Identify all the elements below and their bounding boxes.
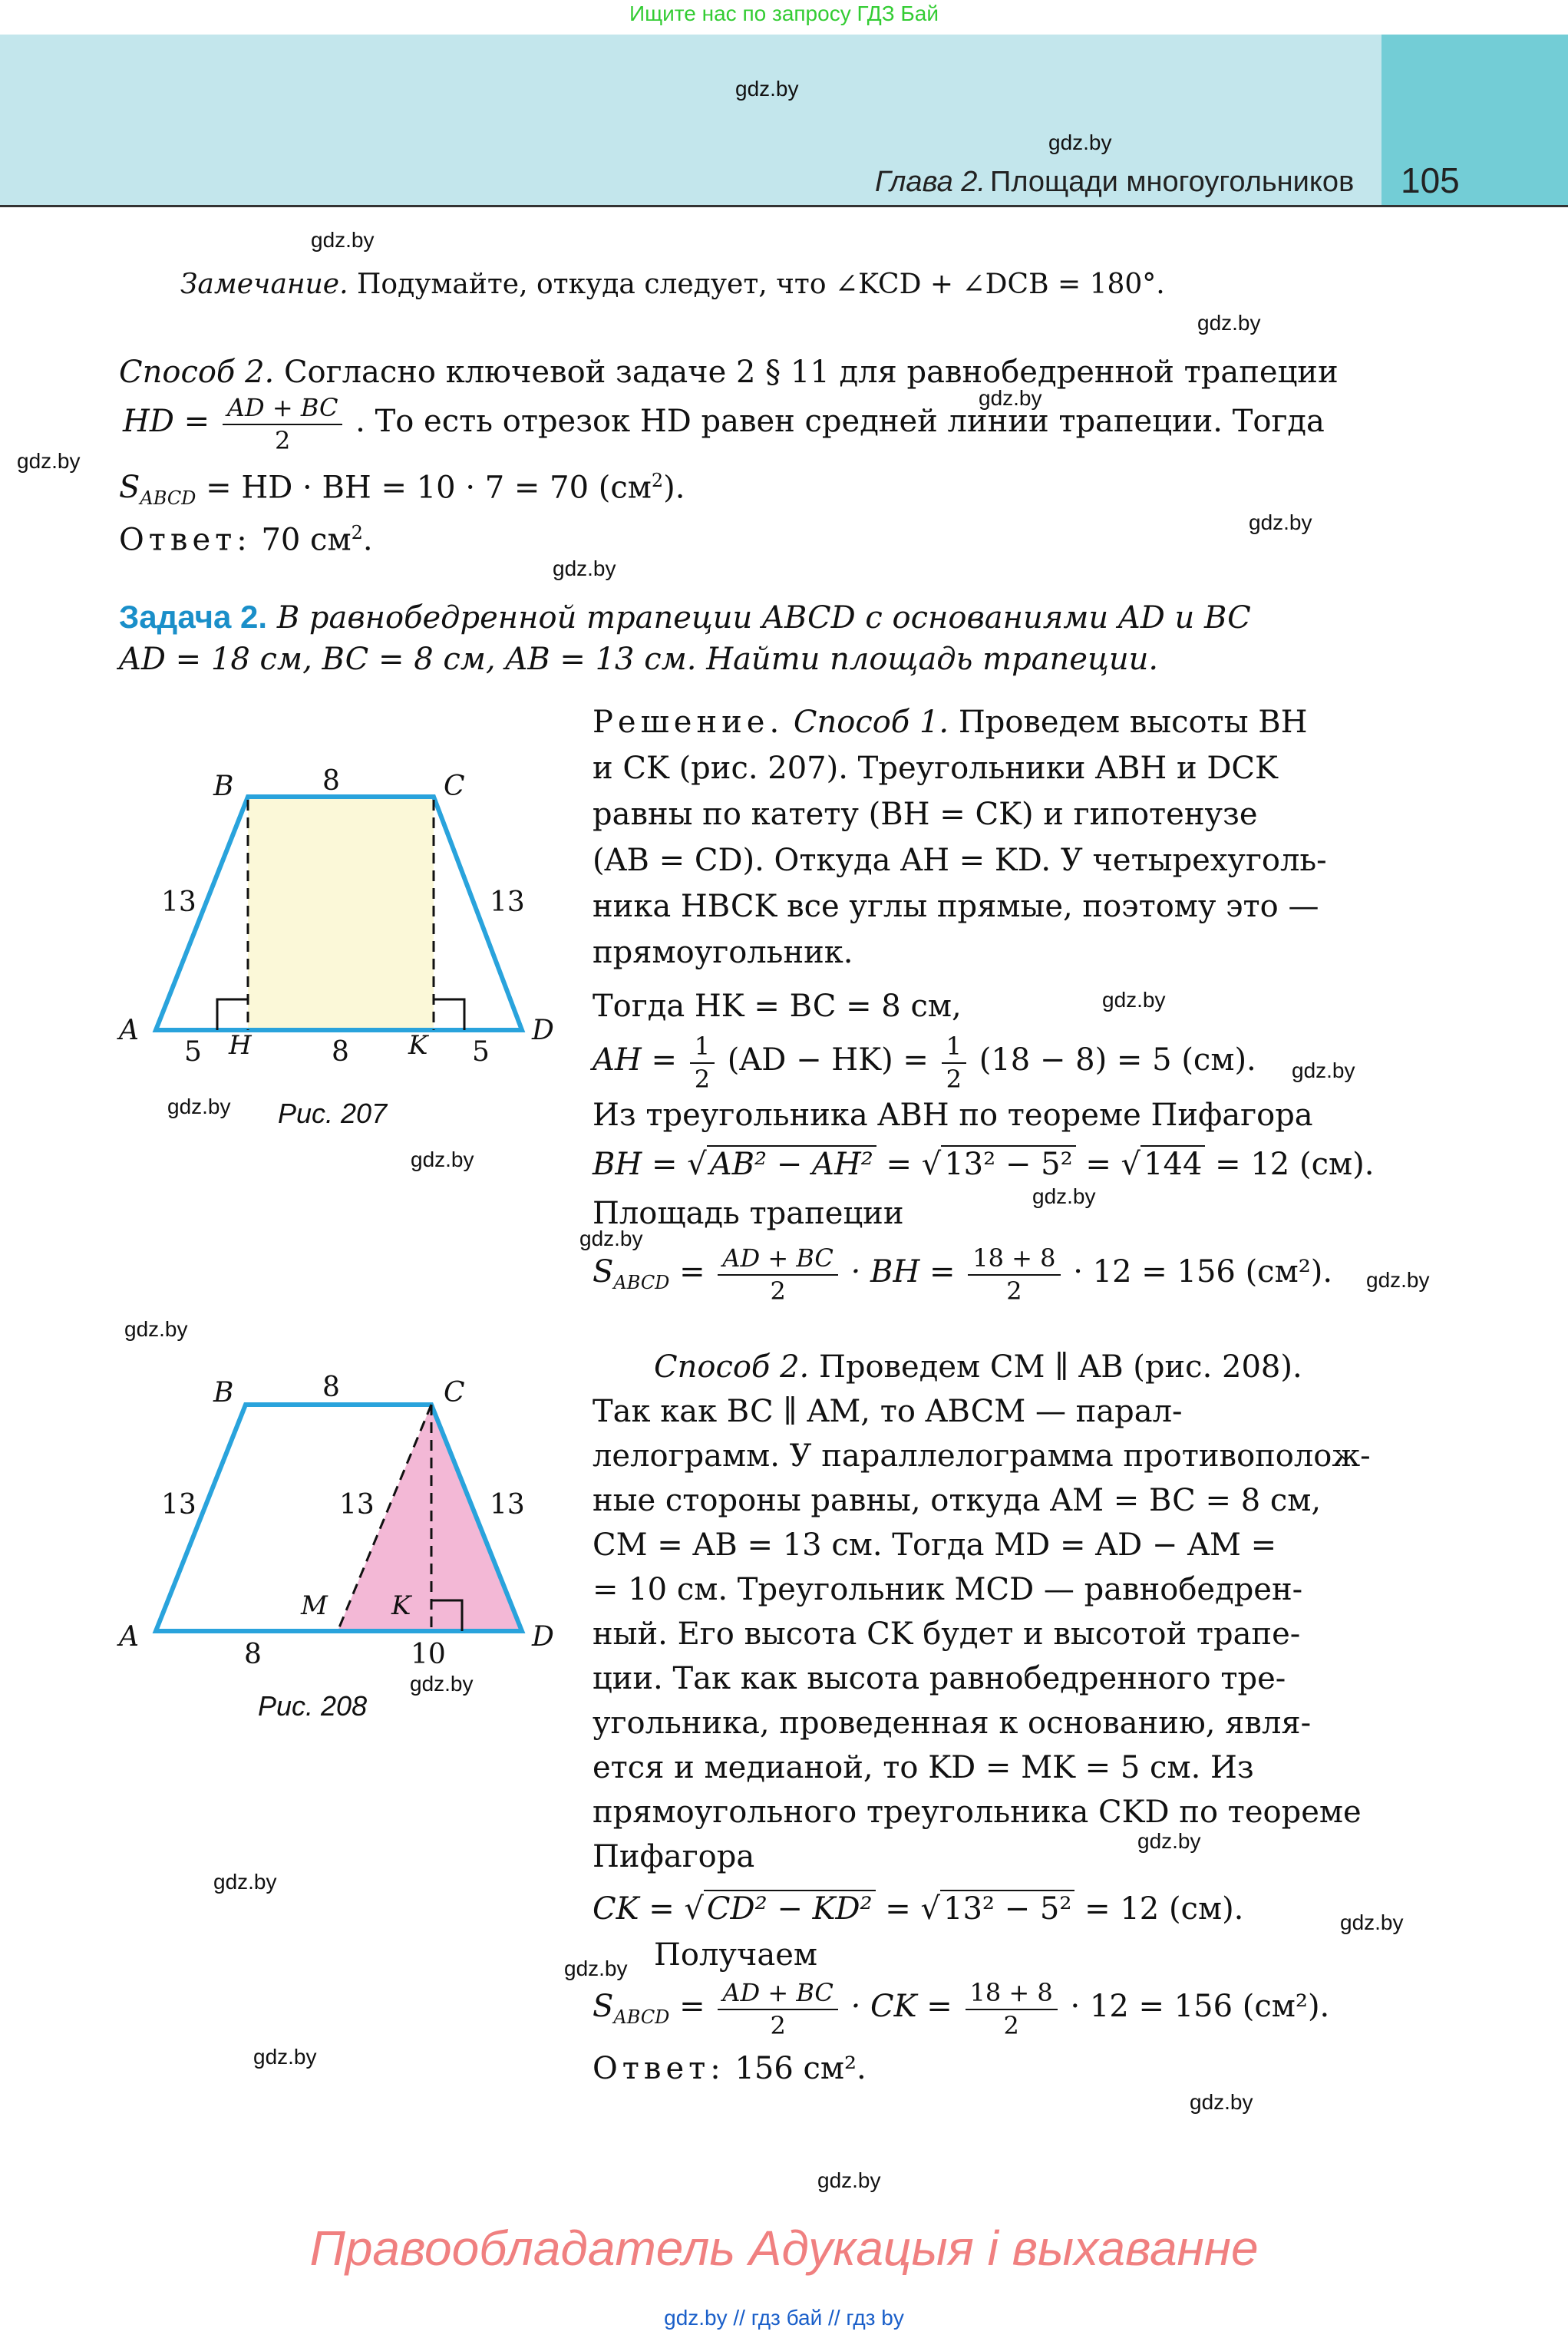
solution2-line: CM = AB = 13 см. Тогда MD = AD − AM = — [593, 1527, 1277, 1563]
hd-frac-den: 2 — [274, 426, 291, 455]
solution1-line: и CK (рис. 207). Треугольники ABH и DCK — [593, 751, 1278, 786]
solution1-line: прямоугольник. — [593, 935, 853, 970]
half-fraction — [690, 1030, 715, 1095]
solution1-line-text: Проведем высоты BH — [958, 705, 1308, 740]
fig208-label-left: 13 — [161, 1489, 196, 1521]
solution2-answer — [593, 2051, 867, 2086]
area-fraction — [718, 1976, 838, 2041]
fig207-label-ah: 5 — [184, 1036, 202, 1068]
solution2-line-text: Проведем CM ∥ AB (рис. 208). — [818, 1349, 1302, 1385]
area-symbol: $S_{ABCD}$ — [119, 470, 196, 510]
answer-label: Ответ: — [593, 2051, 725, 2086]
watermark: gdz.by — [564, 1957, 628, 1980]
ck-radicand: CD² − KD² — [704, 1890, 876, 1927]
half-num: 1 — [690, 1030, 715, 1064]
watermark: gdz.by — [979, 386, 1042, 410]
fig207-label-b: B — [213, 771, 234, 802]
half-fraction — [942, 1030, 966, 1095]
frac-num: AD + BC — [718, 1976, 838, 2010]
copyright: Правообладатель Адукацыя і выхаванне — [309, 2221, 1259, 2276]
watermark: gdz.by — [1102, 988, 1166, 1012]
watermark: gdz.by — [124, 1317, 188, 1341]
watermark: gdz.by — [1048, 130, 1112, 154]
fig207-label-kd: 5 — [472, 1036, 490, 1068]
area-fraction — [718, 1242, 838, 1306]
right-angle-h — [217, 999, 248, 1030]
task2-text1: В равнобедренной трапеции ABCD с основаниями AD и BC — [276, 600, 1251, 636]
solution2-method: Способ 2. — [654, 1349, 810, 1385]
fig207-caption: Рис. 207 — [278, 1098, 388, 1129]
watermark: gdz.by — [1137, 1829, 1201, 1853]
frac-den: 2 — [770, 1276, 786, 1306]
answer-value: 70 см — [261, 522, 352, 558]
ah-mid: (AD − HK) = — [727, 1042, 929, 1078]
bh-left: BH = — [593, 1147, 678, 1182]
top-banner[interactable]: Ищите нас по запросу ГДЗ Бай — [629, 2, 939, 25]
fig207-label-h: H — [229, 1030, 252, 1061]
solution2-line: Так как BC ∥ AM, то ABCM — парал- — [593, 1394, 1183, 1429]
s-mid: · BH = — [850, 1254, 956, 1290]
method2-line1-text: Согласно ключевой задаче 2 § 11 для равнобедренной трапеции — [283, 355, 1339, 390]
fig207-label-a: A — [119, 1015, 139, 1046]
solution1-bh: BH = √ AB² − AH² = √ 13² − 5² = √ 144 = 12 (см). — [593, 1147, 1375, 1182]
hd-formula: HD = — [123, 404, 210, 439]
fig208-label-a: A — [119, 1621, 139, 1653]
watermark: gdz.by — [213, 1870, 277, 1894]
watermark: gdz.by — [1249, 510, 1312, 534]
answer-value: 156 см². — [734, 2051, 867, 2086]
hd-fraction — [223, 391, 343, 456]
answer-label: Ответ: — [119, 522, 252, 558]
watermark: gdz.by — [17, 449, 81, 473]
solution2-get: Получаем — [654, 1937, 817, 1973]
solution2-line: ные стороны равны, откуда AM = BC = 8 см, — [593, 1483, 1322, 1518]
ck-eq: = — [885, 1891, 911, 1927]
chapter-label: Глава 2. — [875, 166, 985, 198]
task2-line1 — [119, 599, 1251, 636]
fig208-label-c: C — [444, 1377, 465, 1408]
watermark: gdz.by — [411, 1148, 474, 1171]
fig208-label-k: K — [391, 1590, 411, 1621]
watermark: gdz.by — [553, 556, 616, 580]
solution1-hk: Тогда HK = BC = 8 см, — [593, 989, 962, 1024]
fig208-label-d: D — [532, 1621, 554, 1653]
fig208-label-right: 13 — [490, 1489, 525, 1521]
watermark: gdz.by — [253, 2045, 317, 2069]
frac-num: 18 + 8 — [968, 1242, 1060, 1276]
bh-result: = 12 (см). — [1215, 1147, 1375, 1182]
solution2-line: лелограмм. У параллелограмма противополож- — [593, 1438, 1371, 1474]
s-result: · 12 = 156 (см²). — [1070, 1989, 1330, 2024]
watermark: gdz.by — [167, 1095, 231, 1118]
solution2-line: ции. Так как высота равнобедренного тре- — [593, 1661, 1286, 1696]
ck-result: = 12 (см). — [1084, 1891, 1244, 1927]
watermark: gdz.by — [1197, 311, 1261, 335]
method2-line1 — [119, 355, 1339, 390]
solution2-area — [593, 1976, 1329, 2041]
solution1-line: равны по катету (BH = CK) и гипотенузе — [593, 797, 1258, 832]
solution1-area-label: Площадь трапеции — [593, 1196, 904, 1231]
s-eq: = — [679, 1254, 705, 1290]
remark-label: Замечание. — [180, 269, 348, 300]
solution1-line: ника HBCK все углы прямые, поэтому это — — [593, 889, 1319, 924]
watermark: gdz.by — [410, 1672, 474, 1696]
half-den: 2 — [694, 1065, 711, 1094]
solution2-ck: CK = √ CD² − KD² = √ 13² − 5² = 12 (см). — [593, 1891, 1244, 1927]
watermark: gdz.by — [1190, 2090, 1253, 2114]
bh-radicand: AB² − AH² — [707, 1145, 876, 1182]
remark — [180, 269, 1165, 300]
watermark: gdz.by — [1292, 1058, 1355, 1082]
solution1-area — [593, 1242, 1332, 1306]
frac-num: AD + BC — [718, 1242, 838, 1276]
watermark: gdz.by — [311, 228, 375, 252]
fig207-label-top: 8 — [322, 765, 340, 797]
solution2-line: Пифагора — [593, 1839, 755, 1874]
s-mid: · CK = — [850, 1989, 952, 2024]
fig208-label-m: M — [301, 1590, 328, 1621]
half-den: 2 — [946, 1065, 962, 1094]
ck-radicand2: 13² − 5² — [940, 1890, 1074, 1927]
task2-line2: AD = 18 см, BC = 8 см, AB = 13 см. Найти площадь трапеции. — [119, 642, 1159, 677]
solution-label: Решение. — [593, 705, 784, 740]
hd-frac-num: AD + BC — [223, 391, 343, 425]
ah-left: AH = — [593, 1042, 677, 1078]
solution1-ah — [593, 1030, 1256, 1095]
fig207-label-hk: 8 — [332, 1036, 349, 1068]
solution2-line — [654, 1349, 1302, 1385]
ah-right: (18 − 8) = 5 (см). — [979, 1042, 1256, 1078]
watermark: gdz.by — [1366, 1268, 1430, 1292]
fig208-label-mid: 13 — [339, 1489, 375, 1521]
bh-radicand3: 144 — [1141, 1145, 1205, 1182]
bh-eq: = — [1085, 1147, 1111, 1182]
fig207-label-c: C — [444, 771, 465, 802]
watermark: gdz.by — [735, 77, 799, 101]
solution1-line — [593, 705, 1308, 740]
header-divider — [0, 205, 1568, 207]
right-angle-k — [434, 999, 464, 1030]
area-symbol: $S_{ABCD}$ — [593, 1989, 670, 2028]
watermark: gdz.by — [1032, 1184, 1096, 1208]
solution2-line: ется и медианой, то KD = MK = 5 см. Из — [593, 1750, 1254, 1785]
fig208-caption: Рис. 208 — [258, 1690, 368, 1722]
ck-left: CK = — [593, 1891, 675, 1927]
fig207-label-k: K — [408, 1030, 428, 1061]
area-fraction2 — [966, 1976, 1058, 2041]
fig207-label-left: 13 — [161, 887, 196, 918]
frac-den: 2 — [1006, 1276, 1022, 1306]
method2-label: Способ 2. — [119, 355, 275, 390]
half-num: 1 — [942, 1030, 966, 1064]
area-fraction2 — [968, 1242, 1060, 1306]
solution2-line: угольника, проведенная к основанию, явля- — [593, 1706, 1312, 1741]
watermark: gdz.by — [1340, 1910, 1404, 1934]
method2-line2-text: . То есть отрезок HD равен средней линии трапеции. Тогда — [355, 404, 1325, 439]
fig207-label-right: 13 — [490, 887, 525, 918]
fig207-label-d: D — [532, 1015, 554, 1046]
remark-text: Подумайте, откуда следует, что ∠KCD + ∠DCB = 180°. — [357, 269, 1165, 300]
solution1-line: (AB = CD). Откуда AH = KD. У четырехуголь- — [593, 843, 1327, 878]
area-symbol: $S_{ABCD}$ — [593, 1254, 670, 1293]
task2-label: Задача 2. — [119, 599, 268, 635]
rectangle-hbck-fill — [248, 797, 434, 1030]
footer-links[interactable]: gdz.by // гдз бай // гдз by — [664, 2306, 904, 2330]
method2-answer: Ответ: 70 $см^2$. — [119, 522, 373, 558]
fig208-label-b: B — [213, 1377, 234, 1408]
figure-207 — [107, 760, 583, 1144]
method2-line3-text: = HD · BH = 10 · 7 = 70 (см — [206, 470, 652, 506]
fig208-label-md: 10 — [411, 1639, 446, 1670]
solution2-line: прямоугольного треугольника CKD по теореме — [593, 1795, 1362, 1830]
s-result: · 12 = 156 (см²). — [1073, 1254, 1333, 1290]
frac-num: 18 + 8 — [966, 1976, 1058, 2010]
fig208-label-am: 8 — [244, 1639, 262, 1670]
method2-line3: $S_{ABCD}$ = HD · BH = 10 · 7 = 70 $(см^2)$. — [119, 470, 685, 510]
solution2-line: = 10 см. Треугольник MCD — равнобедрен- — [593, 1572, 1303, 1607]
frac-den: 2 — [1003, 2011, 1019, 2040]
solution1-pyth: Из треугольника ABH по теореме Пифагора — [593, 1098, 1313, 1133]
bh-eq: = — [886, 1147, 913, 1182]
s-eq: = — [679, 1989, 705, 2024]
watermark: gdz.by — [579, 1227, 643, 1250]
bh-radicand2: 13² − 5² — [941, 1145, 1075, 1182]
page-number: 105 — [1401, 160, 1460, 200]
solution2-line: ный. Его высота CK будет и высотой трапе- — [593, 1616, 1301, 1652]
solution1-method: Способ 1. — [793, 705, 949, 740]
watermark: gdz.by — [817, 2168, 881, 2192]
chapter-title: Площади многоугольников — [990, 166, 1355, 198]
fig208-label-top: 8 — [322, 1372, 340, 1403]
frac-den: 2 — [770, 2011, 786, 2040]
method2-line2 — [123, 391, 1325, 456]
